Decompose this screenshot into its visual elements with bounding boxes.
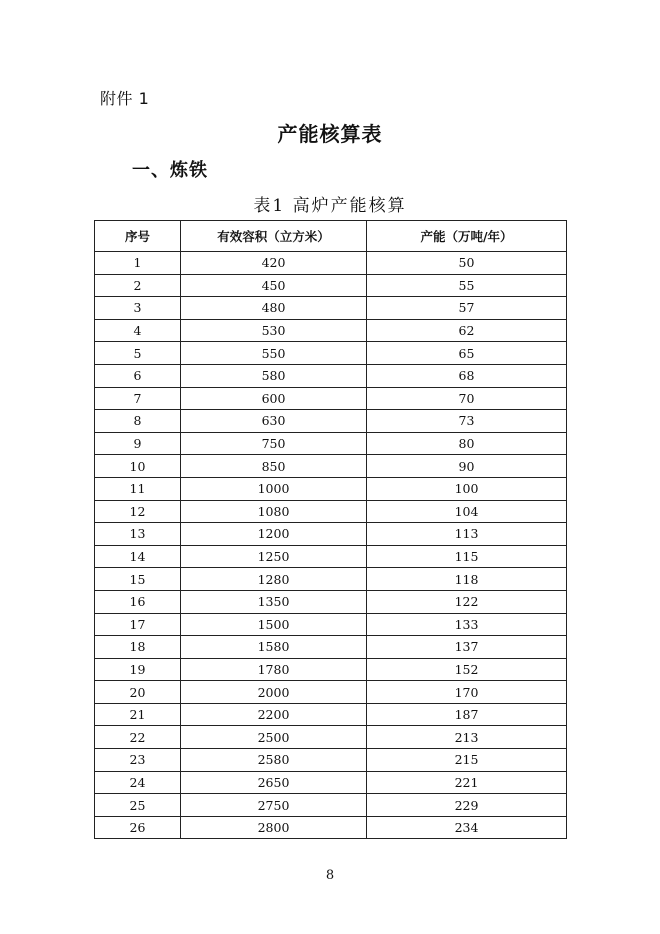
row-capacity: 57 xyxy=(367,297,567,320)
row-capacity: 62 xyxy=(367,319,567,342)
table-row xyxy=(95,545,567,568)
row-capacity: 133 xyxy=(367,613,567,636)
header-effective-volume: 有效容积（立方米） xyxy=(181,221,367,252)
table-row xyxy=(95,590,567,613)
row-capacity: 215 xyxy=(367,749,567,772)
table-row xyxy=(95,771,567,794)
row-index: 3 xyxy=(95,297,181,320)
row-effective-volume: 2650 xyxy=(181,771,367,794)
attachment-label: 附件 1 xyxy=(100,89,150,108)
row-effective-volume: 550 xyxy=(181,342,367,365)
table-body xyxy=(95,252,567,839)
row-effective-volume: 1350 xyxy=(181,590,367,613)
table-row xyxy=(95,455,567,478)
row-index: 15 xyxy=(95,568,181,591)
row-effective-volume: 1780 xyxy=(181,658,367,681)
row-capacity: 100 xyxy=(367,477,567,500)
table-row xyxy=(95,636,567,659)
row-capacity: 229 xyxy=(367,794,567,817)
header-index: 序号 xyxy=(95,221,181,252)
row-effective-volume: 1500 xyxy=(181,613,367,636)
row-effective-volume: 580 xyxy=(181,364,367,387)
row-capacity: 50 xyxy=(367,252,567,275)
row-index: 21 xyxy=(95,703,181,726)
table-row xyxy=(95,342,567,365)
table-row xyxy=(95,681,567,704)
row-effective-volume: 2000 xyxy=(181,681,367,704)
row-index: 13 xyxy=(95,523,181,546)
row-index: 8 xyxy=(95,410,181,433)
row-capacity: 221 xyxy=(367,771,567,794)
table-row xyxy=(95,613,567,636)
page-number: 8 xyxy=(325,868,335,883)
row-index: 14 xyxy=(95,545,181,568)
section-heading: 一、炼铁 xyxy=(132,160,208,181)
row-index: 11 xyxy=(95,477,181,500)
row-effective-volume: 2500 xyxy=(181,726,367,749)
row-index: 7 xyxy=(95,387,181,410)
row-effective-volume: 450 xyxy=(181,274,367,297)
row-effective-volume: 1580 xyxy=(181,636,367,659)
table-row xyxy=(95,410,567,433)
row-index: 1 xyxy=(95,252,181,275)
row-effective-volume: 2200 xyxy=(181,703,367,726)
table-row xyxy=(95,658,567,681)
row-index: 25 xyxy=(95,794,181,817)
row-index: 16 xyxy=(95,590,181,613)
row-index: 22 xyxy=(95,726,181,749)
table-header-row xyxy=(95,221,567,252)
row-index: 9 xyxy=(95,432,181,455)
table-row xyxy=(95,794,567,817)
row-index: 12 xyxy=(95,500,181,523)
row-effective-volume: 2580 xyxy=(181,749,367,772)
table-row xyxy=(95,274,567,297)
row-capacity: 70 xyxy=(367,387,567,410)
row-effective-volume: 750 xyxy=(181,432,367,455)
row-capacity: 187 xyxy=(367,703,567,726)
row-capacity: 170 xyxy=(367,681,567,704)
row-index: 10 xyxy=(95,455,181,478)
table-row xyxy=(95,703,567,726)
table-row xyxy=(95,477,567,500)
row-capacity: 65 xyxy=(367,342,567,365)
row-index: 20 xyxy=(95,681,181,704)
row-effective-volume: 1080 xyxy=(181,500,367,523)
row-effective-volume: 2800 xyxy=(181,816,367,839)
row-capacity: 68 xyxy=(367,364,567,387)
row-effective-volume: 1250 xyxy=(181,545,367,568)
table-row xyxy=(95,500,567,523)
row-effective-volume: 850 xyxy=(181,455,367,478)
row-index: 19 xyxy=(95,658,181,681)
table-row xyxy=(95,523,567,546)
row-effective-volume: 1000 xyxy=(181,477,367,500)
row-effective-volume: 630 xyxy=(181,410,367,433)
row-capacity: 122 xyxy=(367,590,567,613)
table-row xyxy=(95,568,567,591)
table-row xyxy=(95,432,567,455)
table-row xyxy=(95,726,567,749)
table-row xyxy=(95,387,567,410)
row-index: 5 xyxy=(95,342,181,365)
row-capacity: 55 xyxy=(367,274,567,297)
row-effective-volume: 420 xyxy=(181,252,367,275)
row-capacity: 118 xyxy=(367,568,567,591)
row-capacity: 152 xyxy=(367,658,567,681)
table-row xyxy=(95,364,567,387)
row-capacity: 90 xyxy=(367,455,567,478)
row-effective-volume: 1200 xyxy=(181,523,367,546)
row-capacity: 137 xyxy=(367,636,567,659)
row-index: 18 xyxy=(95,636,181,659)
header-capacity: 产能（万吨/年） xyxy=(367,221,567,252)
table-caption: 表1 高炉产能核算 xyxy=(253,196,407,216)
table-row xyxy=(95,816,567,839)
row-index: 2 xyxy=(95,274,181,297)
row-capacity: 73 xyxy=(367,410,567,433)
table-row xyxy=(95,319,567,342)
row-index: 6 xyxy=(95,364,181,387)
row-capacity: 80 xyxy=(367,432,567,455)
row-index: 26 xyxy=(95,816,181,839)
row-capacity: 113 xyxy=(367,523,567,546)
row-capacity: 213 xyxy=(367,726,567,749)
table-row xyxy=(95,297,567,320)
row-effective-volume: 2750 xyxy=(181,794,367,817)
row-effective-volume: 530 xyxy=(181,319,367,342)
table-row xyxy=(95,252,567,275)
document-title: 产能核算表 xyxy=(277,122,383,146)
row-index: 17 xyxy=(95,613,181,636)
row-capacity: 234 xyxy=(367,816,567,839)
row-capacity: 104 xyxy=(367,500,567,523)
row-index: 4 xyxy=(95,319,181,342)
capacity-table xyxy=(94,220,567,839)
row-effective-volume: 600 xyxy=(181,387,367,410)
row-index: 23 xyxy=(95,749,181,772)
row-capacity: 115 xyxy=(367,545,567,568)
row-effective-volume: 1280 xyxy=(181,568,367,591)
row-index: 24 xyxy=(95,771,181,794)
row-effective-volume: 480 xyxy=(181,297,367,320)
table-row xyxy=(95,749,567,772)
